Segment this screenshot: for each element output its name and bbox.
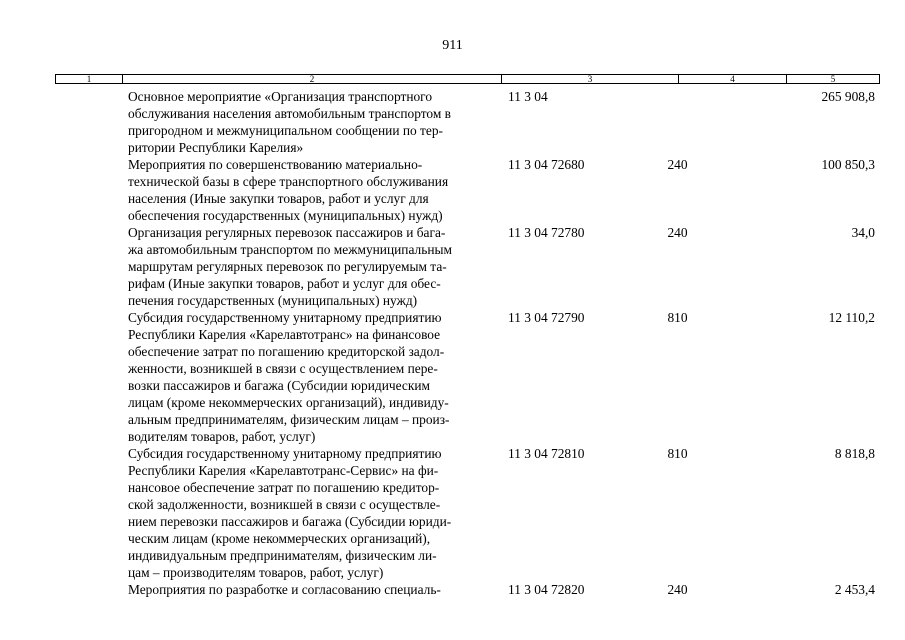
expense-name-line: Субсидия государственному унитарному предприятию [128,446,442,461]
expense-name-line: нием перевозки пассажиров и багажа (Субсидии юриди- [128,514,452,529]
amount: 265 908,8 [821,89,875,104]
budget-table-body [0,88,905,598]
expense-name-line: технической базы в сфере транспортного обслуживания [128,174,449,189]
table-row [0,224,905,309]
target-article-code: 11 3 04 72680 [508,157,585,172]
column-number-3: 3 [502,75,679,83]
table-row [0,156,905,224]
amount: 12 110,2 [828,310,875,325]
column-number-5: 5 [830,75,836,83]
table-row [0,88,905,156]
expense-type-code: 810 [667,446,688,461]
expense-name-line: жа автомобильным транспортом по межмуниципальным [128,242,452,257]
amount: 34,0 [851,225,875,240]
expense-name [128,156,500,224]
expense-name-line: Республики Карелия «Карелавтотранс» на финансовое [128,327,441,342]
expense-name [128,88,500,156]
expense-name-line: населения (Иные закупки товаров, работ и услуг для [128,191,429,206]
expense-name-line: Мероприятия по разработке и согласованию специаль- [128,582,441,597]
target-article-code: 11 3 04 [508,89,548,104]
expense-name-line: обеспечения государственных (муниципальных) нужд) [128,208,443,223]
expense-name-line: лицам (кроме некоммерческих организаций), индивиду- [128,395,449,410]
expense-type-code: 810 [667,310,688,325]
expense-name-line: индивидуальным предпринимателям, физическим ли- [128,548,437,563]
target-article-code: 11 3 04 72790 [508,310,585,325]
expense-name-line: ческим лицам (кроме некоммерческих организаций), [128,531,431,546]
expense-name [128,581,500,598]
expense-name-line: Республики Карелия «Карелавтотранс-Сервис» на фи- [128,463,439,478]
expense-name-line: ской задолженности, возникшей в связи с осуществле- [128,497,441,512]
expense-name-line: нансовое обеспечение затрат по погашению кредитор- [128,480,440,495]
expense-name-line: Организация регулярных перевозок пассажиров и бага- [128,225,446,240]
expense-type-code: 240 [667,225,688,240]
expense-type-code: 240 [667,157,688,172]
target-article-code: 11 3 04 72820 [508,582,585,597]
amount: 8 818,8 [834,446,875,461]
column-number-2: 2 [123,75,502,83]
expense-name-line: Мероприятия по совершенствованию материально- [128,157,423,172]
expense-name-line: рифам (Иные закупки товаров, работ и услуг для обес- [128,276,441,291]
expense-name-line: цам – производителям товаров, работ, услуг) [128,565,384,580]
expense-name-line: женности, возникшей в связи с осуществлением пере- [128,361,438,376]
expense-name-line: Субсидия государственному унитарному предприятию [128,310,442,325]
expense-name-line: ритории Республики Карелия» [128,140,304,155]
target-article-code: 11 3 04 72810 [508,446,585,461]
expense-name-line: обслуживания населения автомобильным транспортом в [128,106,451,121]
expense-name-line: возки пассажиров и багажа (Субсидии юридическим [128,378,431,393]
expense-name [128,309,500,445]
expense-name-line: обеспечение затрат по погашению кредиторской задол- [128,344,445,359]
expense-name-line: альным предпринимателям, физическим лицам – произ- [128,412,450,427]
table-row [0,309,905,445]
expense-type-code: 240 [667,582,688,597]
table-column-numbers [55,74,880,84]
expense-name [128,224,500,309]
amount: 2 453,4 [834,582,875,597]
expense-name-line: печения государственных (муниципальных) нужд) [128,293,418,308]
expense-name-line: маршрутам регулярных перевозок по регулируемым та- [128,259,447,274]
column-number-4: 4 [679,75,787,83]
amount: 100 850,3 [821,157,875,172]
expense-name-line: пригородном и межмуниципальном сообщении по тер- [128,123,443,138]
page-number: 911 [442,38,463,53]
expense-name [128,445,500,581]
table-row [0,445,905,581]
target-article-code: 11 3 04 72780 [508,225,585,240]
expense-name-line: Основное мероприятие «Организация транспортного [128,89,433,104]
table-row [0,581,905,598]
column-number-1: 1 [56,75,123,83]
expense-name-line: водителям товаров, работ, услуг) [128,429,316,444]
